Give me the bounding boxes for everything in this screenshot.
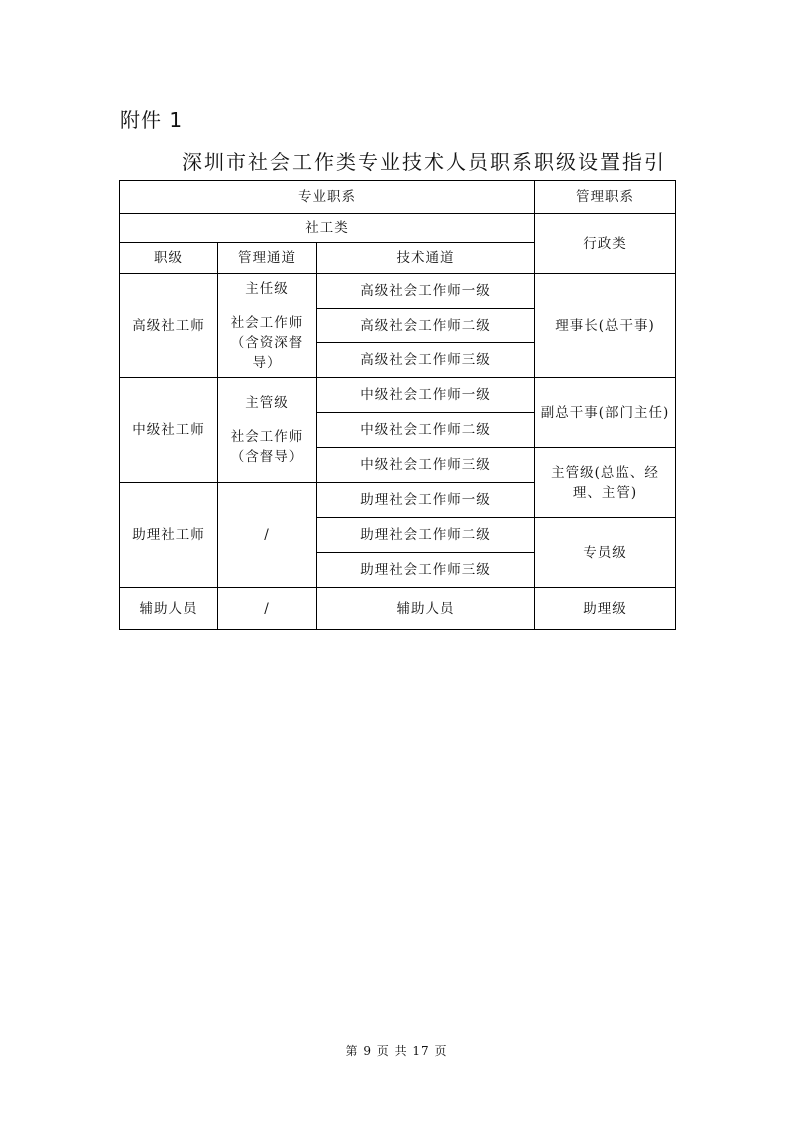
attachment-label: 附件 1 <box>120 108 184 132</box>
management-channel-cell <box>218 274 317 378</box>
management-title: 社会工作师（含督导） <box>230 429 304 465</box>
header-management-series: 管理职系 <box>535 181 676 214</box>
management-title: 社会工作师（含资深督导） <box>230 314 304 371</box>
header-social-work-category: 社工类 <box>120 214 535 243</box>
technical-channel-cell: 助理社会工作师二级 <box>317 518 535 553</box>
technical-channel-cell: 助理社会工作师一级 <box>317 483 535 518</box>
technical-channel-cell: 高级社会工作师三级 <box>317 343 535 378</box>
document-title: 深圳市社会工作类专业技术人员职系职级设置指引 <box>182 150 666 174</box>
header-professional-series: 专业职系 <box>120 181 535 214</box>
management-channel-cell <box>218 378 317 483</box>
rank-cell: 辅助人员 <box>120 588 218 630</box>
management-channel-cell: / <box>218 588 317 630</box>
technical-channel-cell: 辅助人员 <box>317 588 535 630</box>
management-channel-cell: / <box>218 483 317 588</box>
table-row <box>120 378 676 413</box>
management-level: 主任级 <box>245 280 289 297</box>
technical-channel-cell: 中级社会工作师三级 <box>317 448 535 483</box>
admin-level-cell: 理事长(总干事) <box>535 274 676 378</box>
rank-cell: 助理社工师 <box>120 483 218 588</box>
technical-channel-cell: 中级社会工作师二级 <box>317 413 535 448</box>
admin-level-cell: 主管级(总监、经理、主管) <box>535 448 676 518</box>
job-level-table <box>119 180 676 630</box>
management-level: 主管级 <box>245 395 289 411</box>
technical-channel-cell: 高级社会工作师二级 <box>317 309 535 343</box>
col-header-rank: 职级 <box>120 243 218 274</box>
rank-cell: 高级社工师 <box>120 274 218 378</box>
technical-channel-cell: 助理社会工作师三级 <box>317 553 535 588</box>
table-row <box>120 214 676 243</box>
admin-level-cell: 副总干事(部门主任) <box>535 378 676 448</box>
table-row <box>120 181 676 214</box>
page-footer: 第 9 页 共 17 页 <box>345 1044 448 1058</box>
technical-channel-cell: 高级社会工作师一级 <box>317 274 535 309</box>
col-header-technical-channel: 技术通道 <box>317 243 535 274</box>
table-row <box>120 274 676 309</box>
col-header-management-channel: 管理通道 <box>218 243 317 274</box>
header-administrative-category: 行政类 <box>535 214 676 274</box>
table-row <box>120 588 676 630</box>
admin-level-cell: 专员级 <box>535 518 676 588</box>
technical-channel-cell: 中级社会工作师一级 <box>317 378 535 413</box>
rank-cell: 中级社工师 <box>120 378 218 483</box>
admin-level-cell: 助理级 <box>535 588 676 630</box>
